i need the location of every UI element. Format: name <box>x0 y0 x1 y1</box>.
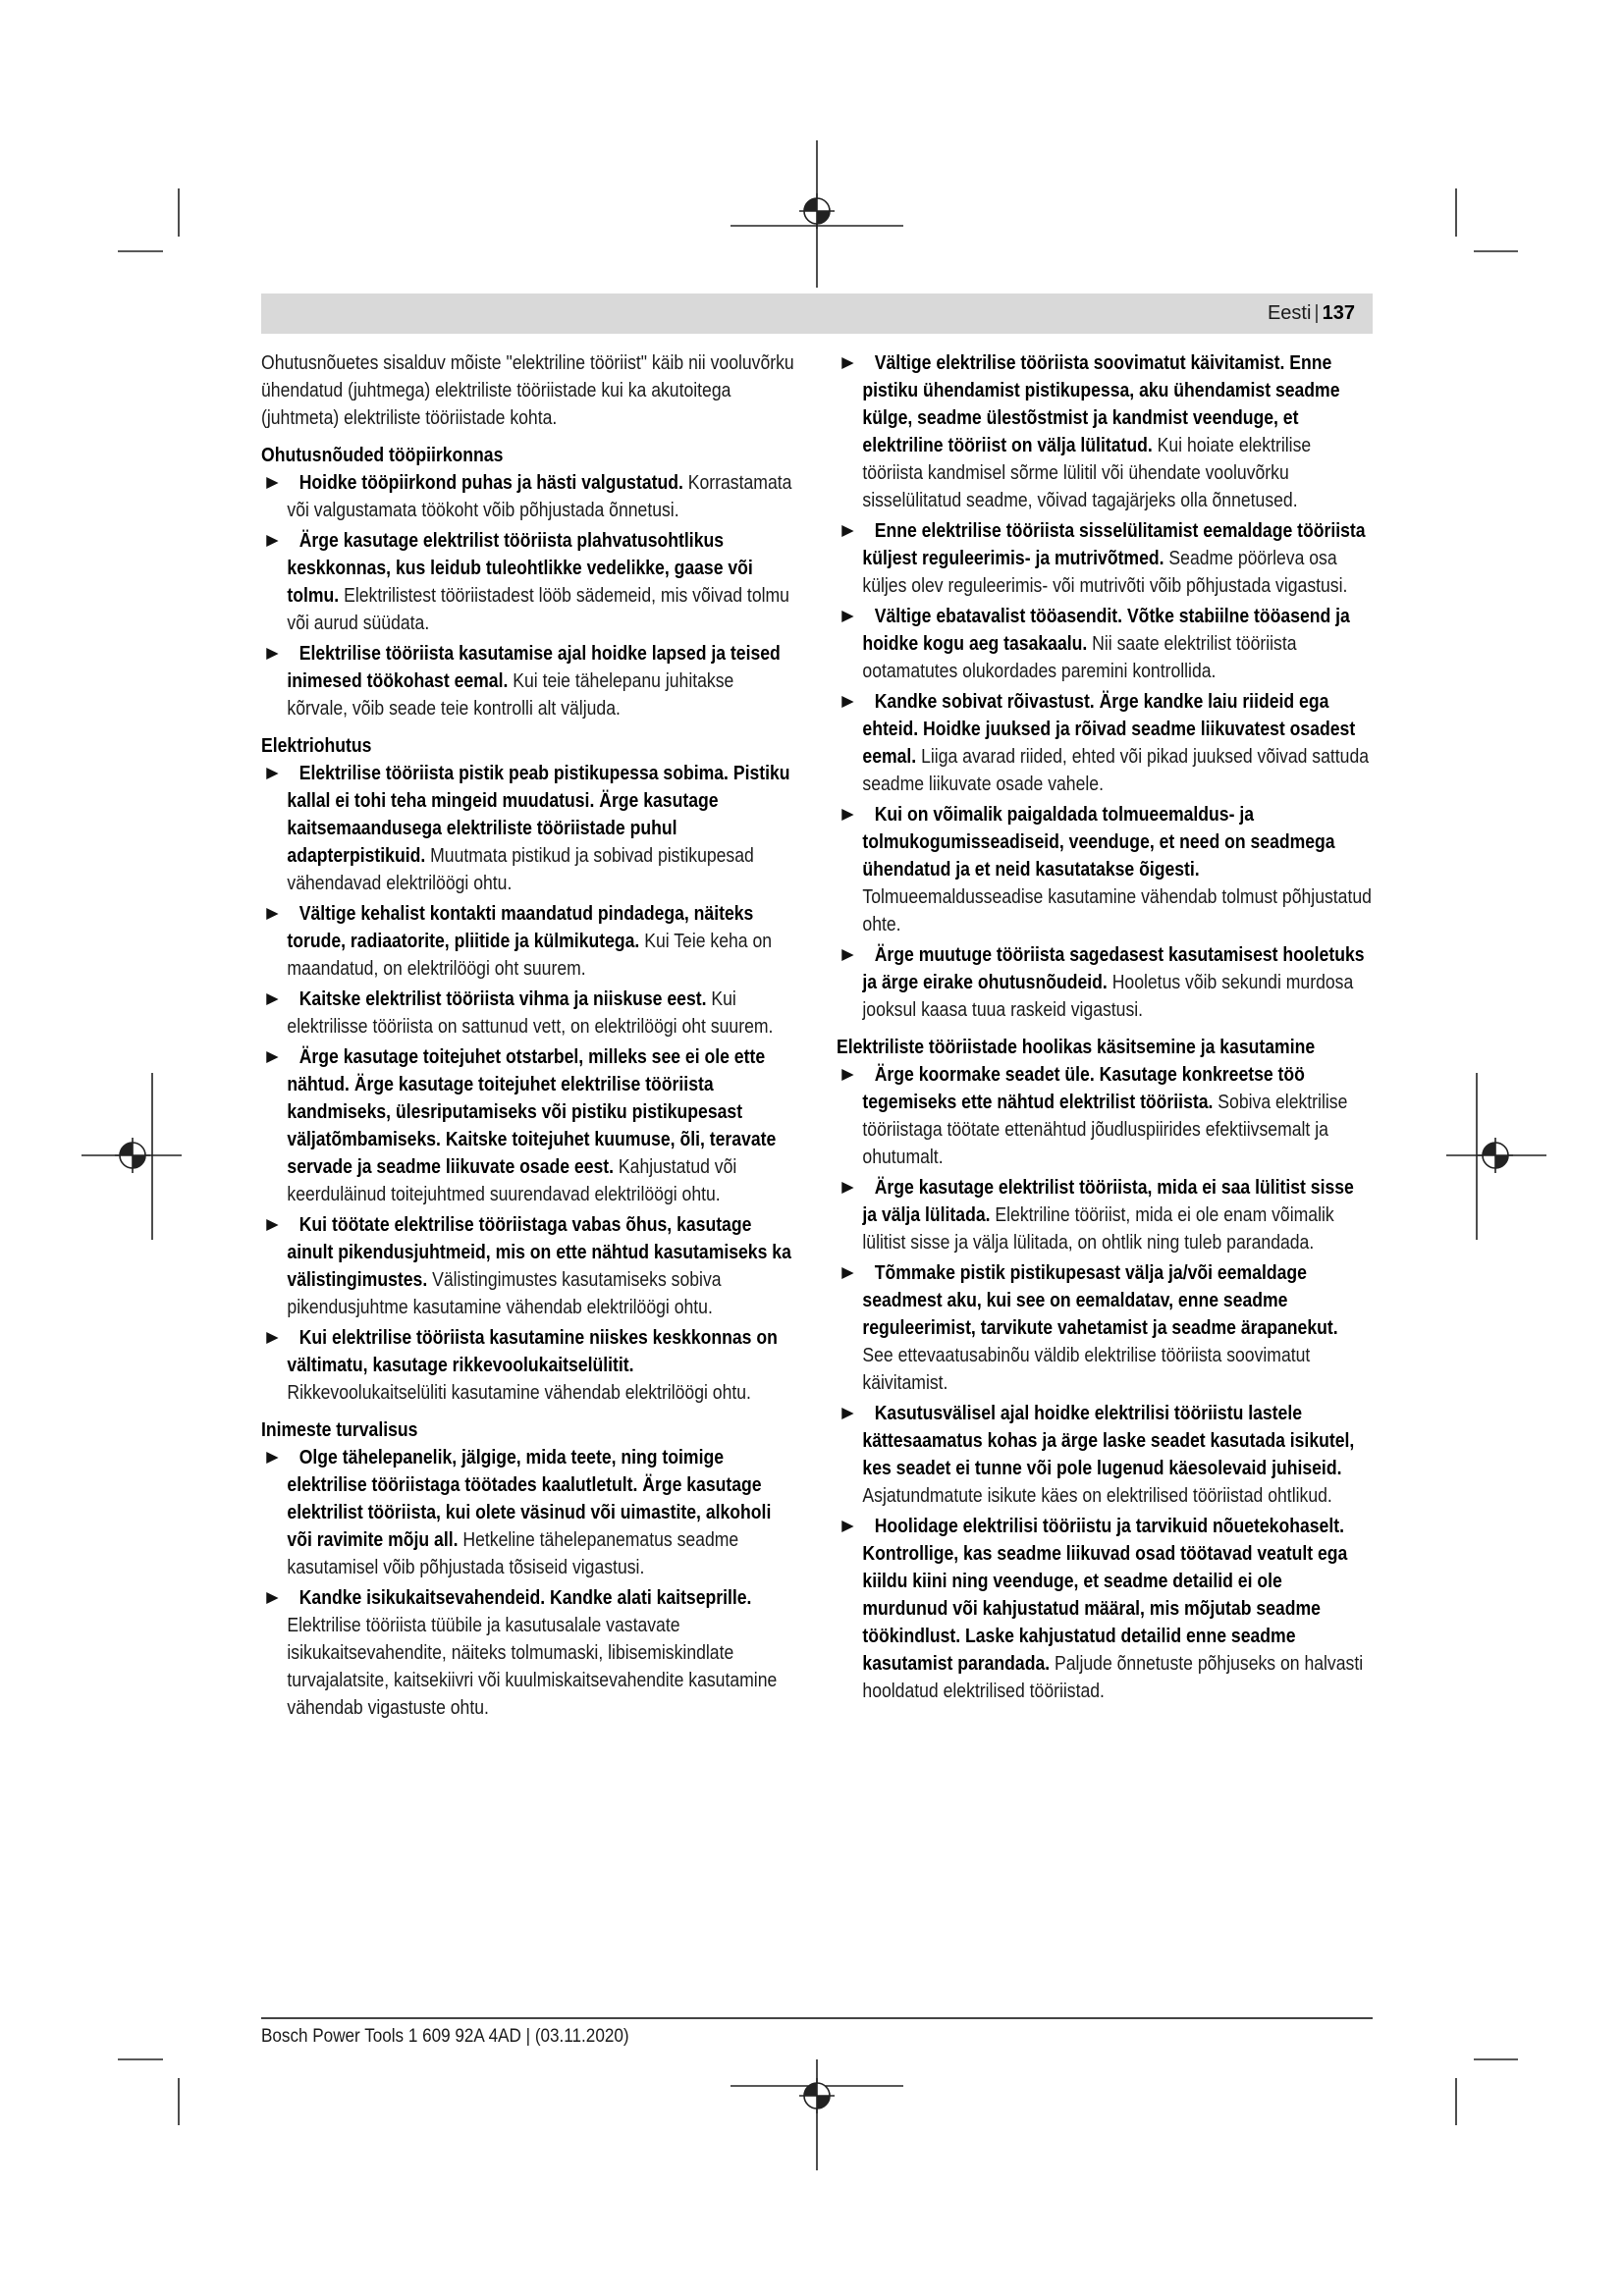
safety-item <box>261 1324 797 1407</box>
item-instruction: Ärge kasutage elektrilist tööriista plahvatusohtlikus keskkonnas, kus leidub tuleohtlikke vedelikke, gaase või tolmu. <box>287 530 753 607</box>
safety-item <box>837 688 1373 798</box>
item-instruction: Vältige kehalist kontakti maandatud pindadega, näiteks torude, radiaatorite, pliitide ja külmikutega. <box>287 903 754 952</box>
safety-item <box>837 941 1373 1024</box>
item-explanation: Hooletus võib sekundi murdosa jooksul kaasa tuua raskeid vigastusi. <box>862 972 1354 1021</box>
registration-target-icon <box>115 1138 150 1173</box>
item-explanation: Hetkeline tähelepanematus seadme kasutamisel võib põhjustada tõsiseid vigastusi. <box>287 1529 739 1578</box>
bullet-icon <box>266 1592 278 1604</box>
bullet-icon <box>266 993 278 1005</box>
registration-target-icon <box>799 193 835 229</box>
safety-item <box>837 1400 1373 1510</box>
item-explanation: Muutmata pistikud ja sobivad pistikupesad vähendavad elektrilöögi ohtu. <box>287 845 754 894</box>
section-heading: Elektriohutus <box>261 735 372 757</box>
item-explanation: See ettevaatusabinõu väldib elektrilise tööriista soovimatut käivitamist. <box>862 1345 1311 1394</box>
item-explanation: Kui elektrilisse tööriista on sattunud vett, on elektrilöögi oht suurem. <box>287 988 774 1038</box>
safety-item <box>261 1444 797 1581</box>
safety-item <box>837 603 1373 685</box>
item-instruction: Elektrilise tööriista kasutamise ajal hoidke lapsed ja teised inimesed töökohast eemal. <box>287 643 781 692</box>
item-instruction: Kasutusvälisel ajal hoidke elektrilisi tööriistu lastele kättesaamatus kohas ja ärge laske seadet kasutada isikutel, kes seadet ei tunne või pole lugenud käesolevaid juhiseid. <box>862 1403 1355 1479</box>
safety-item <box>261 1584 797 1722</box>
bullet-icon <box>266 1219 278 1231</box>
bullet-icon <box>841 1182 853 1194</box>
bullet-icon <box>841 1408 853 1419</box>
item-instruction: Kui elektrilise tööriista kasutamine niiskes keskkonnas on vältimatu, kasutage rikkevoolukaitselülitit. <box>287 1327 778 1376</box>
bullet-icon <box>841 1069 853 1081</box>
item-instruction: Enne elektrilise tööriista sisselülitamist eemaldage tööriista küljest reguleerimis- ja mutrivõtmed. <box>862 520 1366 569</box>
bullet-icon <box>841 949 853 961</box>
item-explanation: Liiga avarad riided, ehted või pikad juuksed võivad sattuda seadme liikuvate osade vahele. <box>862 746 1370 795</box>
item-explanation: Korrastamata või valgustamata töökoht võib põhjustada õnnetusi. <box>287 472 792 521</box>
item-explanation: Kui hoiate elektrilise tööriista kandmisel sõrme lülitil või ühendate vooluvõrku sisselülitatud seadme, võivad tagajärjeks olla õnnetused. <box>862 435 1312 511</box>
registration-target-icon <box>799 2078 835 2113</box>
safety-item <box>261 986 797 1041</box>
right-column <box>837 349 1373 1708</box>
safety-item <box>837 1061 1373 1171</box>
safety-item <box>837 517 1373 600</box>
bullet-icon <box>266 648 278 660</box>
header-separator: | <box>1314 302 1320 324</box>
item-instruction: Ärge koormake seadet üle. Kasutage konkreetse töö tegemiseks ette nähtud elektrilist tööriista. <box>862 1064 1305 1113</box>
bullet-icon <box>841 809 853 821</box>
item-explanation: Välistingimustes kasutamiseks sobiva pikendusjuhtme kasutamine vähendab elektrilöögi ohtu. <box>287 1269 722 1318</box>
item-explanation: Elektrilistest tööriistadest lööb sädemeid, mis võivad tolmu või aurud süüdata. <box>287 585 789 634</box>
registration-mark-bottom <box>731 2059 903 2170</box>
safety-item <box>837 801 1373 938</box>
item-explanation: Asjatundmatute isikute käes on elektrilised tööriistad ohtlikud. <box>862 1485 1332 1507</box>
item-instruction: Ärge kasutage toitejuhet otstarbel, milleks see ei ole ette nähtud. Ärge kasutage toitejuhet elektrilise tööriista kandmiseks, ülesriputamiseks või pistiku pistikupesast väljatõmbamiseks. Kaitske toitejuhet kuumuse, õli, teravate servade ja seadme liikuvate osade eest. <box>287 1046 777 1178</box>
item-explanation: Paljude õnnetuste põhjuseks on halvasti hooldatud elektrilised tööriistad. <box>862 1653 1364 1702</box>
section-heading: Elektriliste tööriistade hoolikas käsitsemine ja kasutamine <box>837 1037 1316 1058</box>
item-explanation: Nii saate elektrilist tööriista ootamatutes olukordades paremini kontrollida. <box>862 633 1297 682</box>
bullet-icon <box>841 357 853 369</box>
item-explanation: Kui teie tähelepanu juhitakse kõrvale, võib seade teie kontrolli alt väljuda. <box>287 670 734 720</box>
registration-mark-top <box>731 140 903 288</box>
page-number: 137 <box>1322 302 1355 324</box>
section-heading: Inimeste turvalisus <box>261 1419 418 1441</box>
safety-item <box>837 1174 1373 1256</box>
item-instruction: Kandke sobivat rõivastust. Ärge kandke laiu riideid ega ehteid. Hoidke juuksed ja rõivad seadme liikuvatest osadest eemal. <box>862 691 1356 768</box>
item-instruction: Tõmmake pistik pistikupesast välja ja/või eemaldage seadmest aku, kui see on eemaldatav, enne seadme reguleerimist, tarvikute vahetamist ja seadme ärapanekut. <box>862 1262 1338 1339</box>
item-instruction: Kandke isikukaitsevahendeid. Kandke alati kaitseprille. <box>298 1587 752 1609</box>
bullet-icon <box>266 1051 278 1063</box>
item-explanation: Kui Teie keha on maandatud, on elektrilöögi oht suurem. <box>287 931 773 980</box>
item-instruction: Kui on võimalik paigaldada tolmueemaldus- ja tolmukogumisseadiseid, veenduge, et need on seadmega ühendatud ja et neid kasutatakse õigesti. <box>862 804 1335 881</box>
footer-text: Bosch Power Tools 1 609 92A 4AD | (03.11.2020) <box>261 2026 629 2047</box>
item-instruction: Hoidke tööpiirkond puhas ja hästi valgustatud. <box>298 472 683 494</box>
item-instruction: Ärge kasutage elektrilist tööriista, mida ei saa lülitist sisse ja välja lülitada. <box>862 1177 1354 1226</box>
bullet-icon <box>841 696 853 708</box>
header-language: Eesti <box>1267 302 1312 324</box>
bullet-icon <box>841 1521 853 1532</box>
crop-mark-top-left <box>118 188 179 251</box>
registration-mark-right <box>1446 1073 1546 1240</box>
safety-item <box>261 900 797 983</box>
item-explanation: Seadme pöörleva osa küljes olev reguleerimis- või mutrivõti võib põhjustada vigastusi. <box>862 548 1348 597</box>
bullet-icon <box>266 908 278 920</box>
bullet-icon <box>841 611 853 622</box>
item-explanation: Kahjustatud või keerduläinud toitejuhtmed suurendavad elektrilöögi ohtu. <box>287 1156 737 1205</box>
left-column <box>261 349 797 1725</box>
bullet-icon <box>841 1267 853 1279</box>
safety-item <box>261 640 797 722</box>
safety-item <box>261 1211 797 1321</box>
bullet-icon <box>841 525 853 537</box>
section-heading: Ohutusnõuded tööpiirkonnas <box>261 445 504 466</box>
intro-paragraph: Ohutusnõuetes sisalduv mõiste "elektriline tööriist" käib nii vooluvõrku ühendatud (juhtmega) elektriliste tööriistade kui ka akutoitega (juhtmeta) elektriliste tööriistade kohta. <box>261 352 794 429</box>
item-explanation: Elektrilise tööriista tüübile ja kasutusalale vastavate isikukaitsevahendite, näiteks tolmumaski, libisemiskindlate turvajalatsite, kaitsekiivri või kuulmiskaitsevahendite kasutamine vähendab vigastuste ohtu. <box>287 1615 778 1719</box>
item-explanation: Elektriline tööriist, mida ei ole enam võimalik lülitist sisse ja välja lülitada, on ohtlik ning tuleb parandada. <box>862 1204 1334 1254</box>
item-explanation: Rikkevoolukaitselüliti kasutamine vähendab elektrilöögi ohtu. <box>287 1382 751 1404</box>
safety-item <box>837 349 1373 514</box>
crop-mark-top-right <box>1456 188 1518 251</box>
registration-target-icon <box>1478 1138 1513 1173</box>
safety-item <box>261 760 797 897</box>
crop-mark-bottom-right <box>1456 2059 1518 2125</box>
item-explanation: Tolmueemaldusseadise kasutamine vähendab tolmust põhjustatud ohte. <box>862 886 1372 935</box>
safety-item <box>837 1513 1373 1705</box>
registration-mark-left <box>81 1073 182 1240</box>
bullet-icon <box>266 477 278 489</box>
item-instruction: Kui töötate elektrilise tööriistaga vabas õhus, kasutage ainult pikendusjuhtmeid, mis on ette nähtud kasutamiseks ka välistingimustes. <box>287 1214 791 1291</box>
item-instruction: Vältige elektrilise tööriista soovimatut käivitamist. Enne pistiku ühendamist pistikupessa, aku ühendamist seadme külge, seadme ülestõstmist ja kandmist veenduge, et elektriline tööriist on välja lülitatud. <box>862 352 1340 456</box>
item-instruction: Ärge muutuge tööriista sagedasest kasutamisest hooletuks ja ärge eirake ohutusnõudeid. <box>862 944 1365 993</box>
safety-item <box>261 1043 797 1208</box>
item-instruction: Vältige ebatavalist tööasendit. Võtke stabiilne tööasend ja hoidke kogu aeg tasakaalu. <box>862 606 1350 655</box>
item-instruction: Elektrilise tööriista pistik peab pistikupessa sobima. Pistiku kallal ei tohi teha mingeid muudatusi. Ärge kasutage kaitsemaandusega elektriliste tööriistade puhul adapterpistikuid. <box>287 763 790 867</box>
header-label <box>1268 294 1355 334</box>
bullet-icon <box>266 535 278 547</box>
safety-item <box>261 469 797 524</box>
bullet-icon <box>266 1332 278 1344</box>
crop-mark-bottom-left <box>118 2059 179 2125</box>
safety-item <box>837 1259 1373 1397</box>
safety-item <box>261 527 797 637</box>
item-explanation: Sobiva elektrilise tööriistaga töötate ettenähtud jõudluspiirides efektiivsemalt ja ohutumalt. <box>862 1092 1348 1168</box>
bullet-icon <box>266 768 278 779</box>
bullet-icon <box>266 1452 278 1464</box>
item-instruction: Olge tähelepanelik, jälgige, mida teete, ning toimige elektrilise tööriistaga töötades kaalutletult. Ärge kasutage elektrilist tööriista, kui olete väsinud või uimastite, alkoholi või ravimite mõju all. <box>287 1447 772 1551</box>
page-header <box>261 294 1373 334</box>
item-instruction: Kaitske elektrilist tööriista vihma ja niiskuse eest. <box>298 988 707 1010</box>
footer-divider <box>261 2017 1373 2019</box>
item-instruction: Hoolidage elektrilisi tööriistu ja tarvikuid nõuetekohaselt. Kontrollige, kas seadme liikuvad osad töötavad veatult ega kiildu kiini ning veenduge, et seadme detailid ei ole murdunud või kahjustatud määral, mis mõjutab seadme töökindlust. Laske kahjustatud detailid enne seadme kasutamist parandada. <box>862 1516 1348 1675</box>
